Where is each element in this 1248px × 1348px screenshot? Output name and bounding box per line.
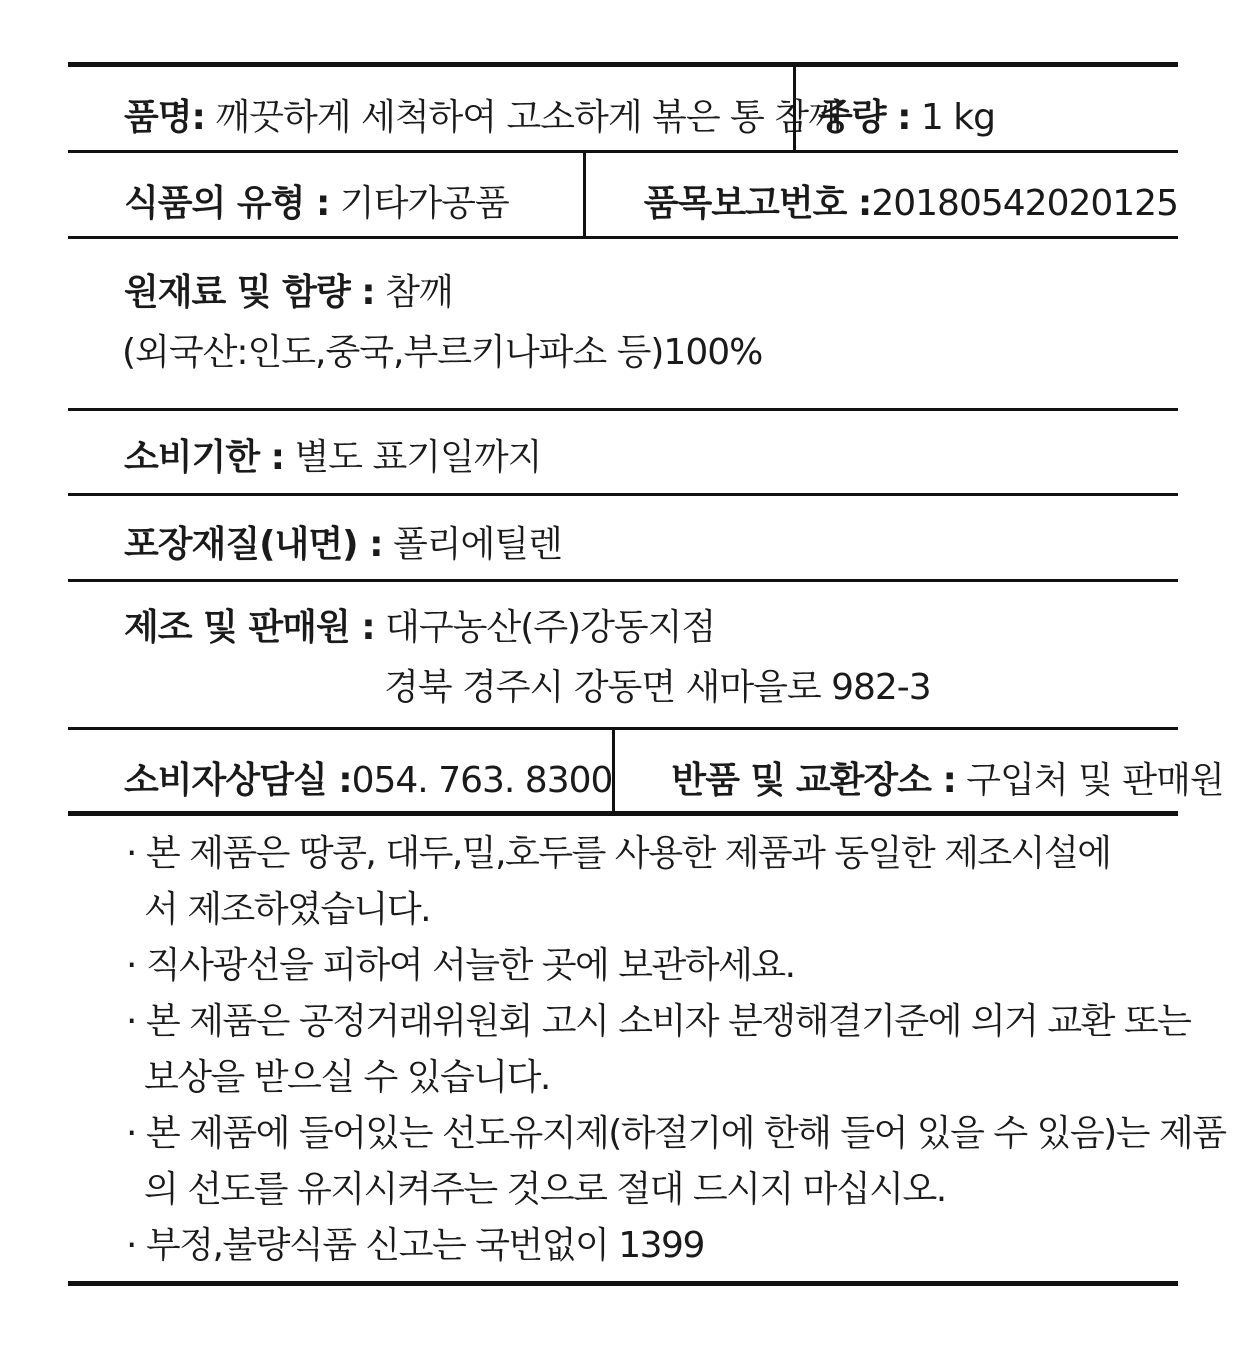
expiry-label: 소비기한 : — [124, 437, 285, 478]
note-line: · 본 제품은 공정거래위원회 고시 소비자 분쟁해결기준에 의거 교환 또는 — [126, 1001, 1191, 1042]
note-line: · 본 제품은 땅콩, 대두,밀,호두를 사용한 제품과 동일한 제조시설에 — [126, 833, 1111, 874]
consumer-center-label: 소비자상담실 : — [124, 760, 352, 801]
row-packaging — [68, 496, 1178, 582]
note-line: 의 선도를 유지시켜주는 것으로 절대 드시지 마십시오. — [144, 1169, 946, 1210]
report-number-cell — [583, 153, 1178, 236]
row-name-weight — [68, 67, 1178, 153]
note-line: 보상을 받으실 수 있습니다. — [144, 1057, 550, 1098]
ingredients-value: 참깨 — [374, 272, 453, 313]
product-name-label: 품명: — [124, 97, 205, 138]
weight-value: 1 kg — [910, 97, 995, 138]
consumer-center-value: 054. 763. 8300 — [351, 760, 613, 801]
row-contact-return — [68, 730, 1224, 816]
packaging-value: 폴리에틸렌 — [382, 524, 562, 565]
consumer-center-cell — [68, 730, 612, 811]
note-line: · 부정,불량식품 신고는 국번없이 1399 — [126, 1225, 704, 1266]
food-label-table — [68, 62, 1224, 816]
row-type-report — [68, 153, 1178, 239]
report-number-label: 품목보고번호 : — [643, 183, 872, 224]
manufacturer-value: 대구농산(주)강동지점 — [374, 607, 716, 648]
return-place-label: 반품 및 교환장소 : — [671, 760, 956, 801]
note-line: · 본 제품에 들어있는 선도유지제(하절기에 한해 들어 있을 수 있음)는 제품 — [126, 1113, 1226, 1154]
food-type-cell — [68, 153, 583, 236]
return-place-cell — [612, 730, 1223, 811]
expiry-cell — [124, 429, 1178, 480]
packaging-cell — [124, 516, 1178, 567]
weight-cell — [793, 67, 1178, 150]
expiry-value: 별도 표기일까지 — [284, 437, 542, 478]
manufacturer-address: 경북 경주시 강동면 새마을로 982-3 — [384, 667, 931, 708]
product-name-cell — [68, 67, 842, 150]
row-expiry — [68, 411, 1178, 496]
manufacturer-cell — [124, 598, 1178, 718]
caution-notes — [68, 812, 1226, 1286]
ingredients-cell — [124, 263, 1178, 383]
food-type-value: 기타가공품 — [329, 183, 509, 224]
manufacturer-label: 제조 및 판매원 : — [124, 607, 375, 648]
row-ingredients — [68, 239, 1178, 411]
return-place-value: 구입처 및 판매원 — [955, 760, 1224, 801]
ingredients-origin: (외국산:인도,중국,부르키나파소 등)100% — [122, 332, 763, 373]
food-type-label: 식품의 유형 : — [124, 183, 330, 224]
note-line: · 직사광선을 피하여 서늘한 곳에 보관하세요. — [126, 945, 795, 986]
packaging-label: 포장재질(내면) : — [124, 524, 383, 565]
product-name-value: 깨끗하게 세척하여 고소하게 볶은 통 참깨 — [204, 97, 842, 138]
note-line: 서 제조하였습니다. — [144, 889, 431, 930]
row-manufacturer — [68, 582, 1178, 730]
ingredients-label: 원재료 및 함량 : — [124, 272, 375, 313]
report-number-value: 20180542020125 — [871, 183, 1178, 224]
weight-label: 중량 : — [818, 97, 911, 138]
